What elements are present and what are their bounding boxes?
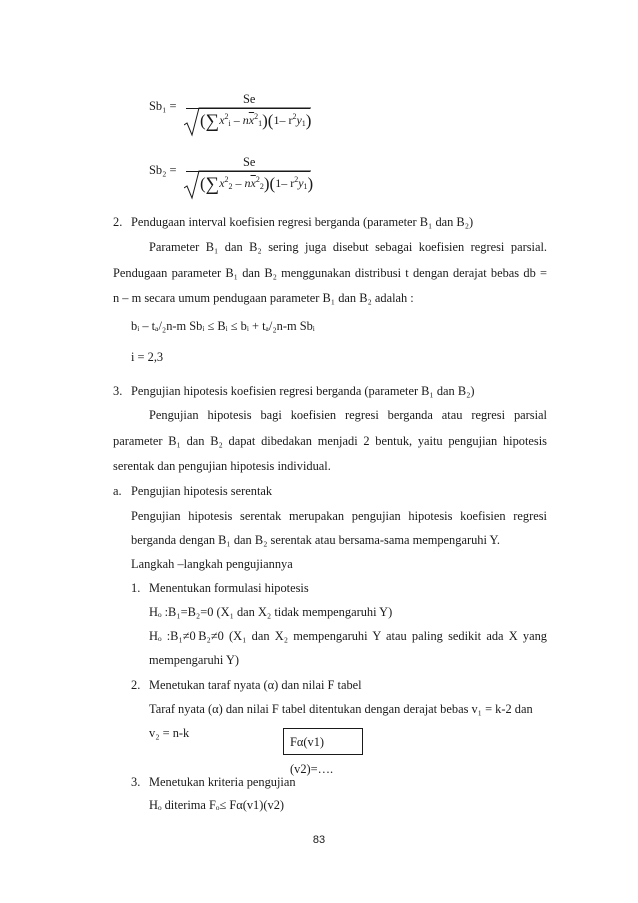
hypothesis-h0: Hₒ :B₁=B₂=0 (X₁ dan X₂ tidak mempengaruhi Y) (149, 605, 393, 619)
page-number: 83 (312, 834, 326, 846)
hypothesis-h1-line1: Hₒ :B₁≠0 B₂≠0 (X₁ dan X₂ mempengaruhi Y atau paling sedikit ada X yang (149, 629, 547, 643)
section-2-para-line2: Pendugaan parameter B₁ dan B₂ menggunakan distribusi t dengan derajat bebas db = (113, 266, 547, 280)
formula-numerator: Se (243, 92, 256, 106)
section-2-para-line1: Parameter B₁ dan B₂ sering juga disebut sebagai koefisien regresi parsial. (149, 240, 547, 254)
steps-intro: Langkah –langkah pengujiannya (131, 557, 293, 571)
step-2-text: Menetukan taraf nyata (α) dan nilai F tabel (149, 678, 362, 692)
section-3-para-line2: parameter B₁ dan B₂ dapat dibedakan menjadi 2 bentuk, yaitu pengujian hipotesis (113, 434, 547, 448)
step-3-text: Menetukan kriteria pengujian (149, 775, 296, 789)
step-2-line1: Taraf nyata (α) dan nilai F tabel ditentukan dengan derajat bebas v₁ = k-2 dan (149, 702, 533, 716)
section-3-number: 3. (113, 384, 123, 398)
section-3-heading: Pengujian hipotesis koefisien regresi berganda (parameter B₁ dan B₂) (131, 384, 475, 398)
step-2-line2: v₂ = n-k (149, 726, 190, 740)
step-3-number: 3. (131, 775, 141, 789)
h0-accept-criterion: Hₒ diterima Fₒ≤ Fα(v1)(v2) (149, 798, 285, 812)
ci-formula: bᵢ – tₐ/₂n-m Sbᵢ ≤ Bᵢ ≤ bᵢ + tₐ/₂n-m Sbᵢ (131, 319, 315, 333)
step-1-number: 1. (131, 581, 141, 595)
formula-denominator: $(\sum x^2_2 - n\overline{x}^2_2)(1-$ $r^2y_1$) (200, 174, 314, 195)
section-2-heading: Pendugaan interval koefisien regresi berganda (parameter B₁ dan B₂) (131, 215, 474, 229)
formula-numerator: Se (243, 155, 256, 169)
section-3-para-line3: serentak dan pengujian hipotesis individual. (113, 459, 331, 473)
section-a-para-line1: Pengujian hipotesis serentak merupakan pengujian hipotesis koefisien regresi (131, 509, 547, 523)
step-1-text: Menentukan formulasi hipotesis (149, 581, 309, 595)
f-table-value: Fα(v1)(v2)=…. (290, 735, 334, 776)
formula-lhs: Sb₂ = (149, 163, 177, 177)
section-2-para-line3: n – m secara umum pendugaan parameter B₁ dan B₂ adalah : (113, 291, 414, 305)
section-a-letter: a. (113, 484, 122, 498)
index-range: i = 2,3 (131, 350, 164, 364)
section-a-para-line2: berganda dengan B₁ dan B₂ serentak atau bersama-sama mempengaruhi Y. (131, 533, 500, 547)
hypothesis-h1-line2: mempengaruhi Y) (149, 653, 240, 667)
f-table-box (283, 728, 363, 776)
section-2-number: 2. (113, 215, 123, 229)
section-3-para-line1: Pengujian hipotesis bagi koefisien regresi berganda atau regresi parsial (149, 408, 547, 422)
step-2-number: 2. (131, 678, 141, 692)
formula-lhs: Sb₁ = (149, 99, 177, 113)
formula-denominator: $(\sum x^2_i - n\overline{x}^2_1)(1-$ $r^2y_1$) (200, 111, 312, 132)
section-a-heading: Pengujian hipotesis serentak (131, 484, 273, 498)
